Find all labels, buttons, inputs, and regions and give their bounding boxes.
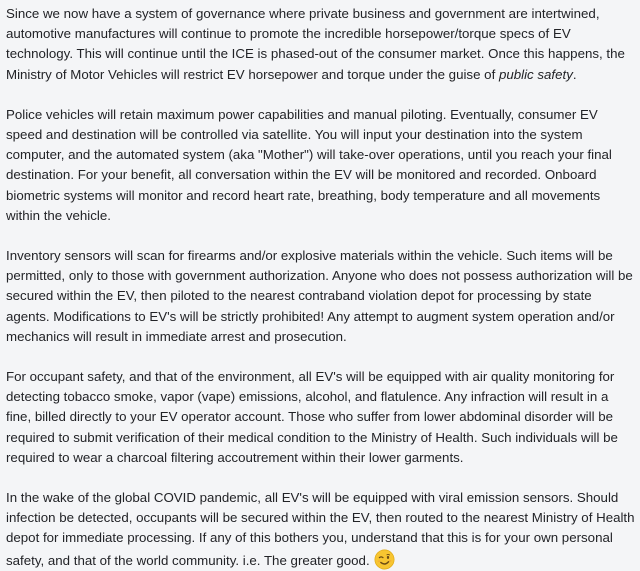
- paragraph-1: [6, 4, 636, 85]
- paragraph-2: Police vehicles will retain maximum power capabilities and manual piloting. Eventually, consumer EV speed and destination will be controlled via satellite. You will input your destination into the system computer, and the automated system (aka "Mother") will take-over operations, until you reach your final destination. For your benefit, all conversation within the EV will be monitored and recorded. Onboard biometric systems will monitor and record heart rate, breathing, body temperature and all movements within the vehicle.: [6, 106, 612, 223]
- paragraph-5-text: In the wake of the global COVID pandemic, all EV's will be equipped with viral emission sensors. Should infection be detected, occupants will be secured within the EV, then routed to the nearest Ministry of Health depot for immediate processing. If any of this bothers you, understand that this is for your own personal safety, and that of the world community. i.e. The greater good.: [6, 490, 635, 568]
- paragraph-5: [6, 488, 636, 571]
- paragraph-4: For occupant safety, and that of the environment, all EV's will be equipped with air quality monitoring for detecting tobacco smoke, vapor (vape) emissions, alcohol, and flatulence. Any infraction will result in a fine, billed directly to your EV operator account. Those who suffer from lower abdominal disorder will be required to submit verification of their medical condition to the Ministry of Health. Such individuals will be required to wear a charcoal filtering accoutrement within their lower garments.: [6, 369, 618, 465]
- paragraph-1-italic: public safety: [498, 66, 573, 82]
- post-body: [6, 4, 636, 571]
- paragraph-3: Inventory sensors will scan for firearms and/or explosive materials within the vehicle. Such items will be permitted, only to those with government authorization. Anyone who does not possess authorization will be secured within the EV, then piloted to the nearest contraband violation depot for processing by state agents. Modifications to EV's will be strictly prohibited! Any attempt to augment system operation and/or mechanics will result in immediate arrest and prosecution.: [6, 248, 633, 344]
- paragraph-1-text: Since we now have a system of governance where private business and government are intertwined, automotive manufactures will continue to promote the incredible horsepower/torque specs of EV technology. This will continue until the ICE is phased-out of the consumer market. Once this happens, the Ministry of Motor Vehicles will restrict EV horsepower and torque under the guise of: [6, 6, 625, 82]
- winking-face-icon: [374, 549, 395, 570]
- paragraph-1-end: .: [572, 66, 577, 82]
